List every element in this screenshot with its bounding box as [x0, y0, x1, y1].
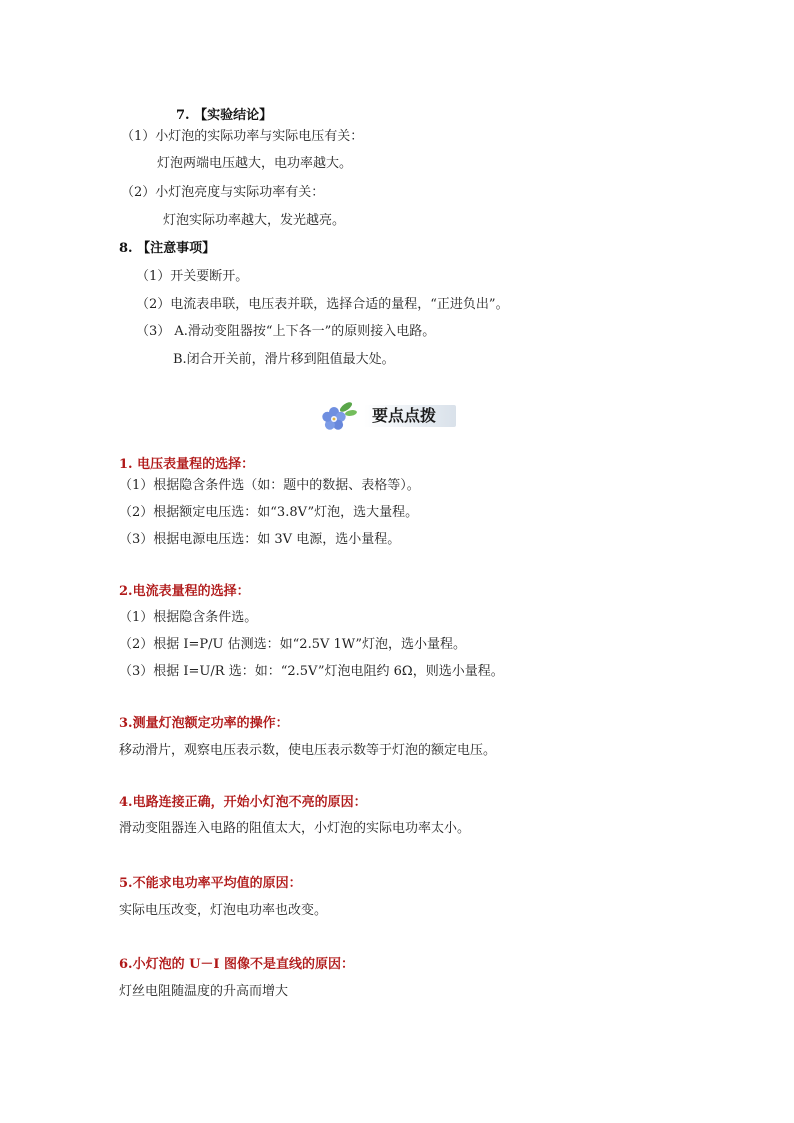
- section8-item2: （2）电流表串联，电压表并联，选择合适的量程，“正进负出”。: [136, 297, 509, 312]
- banner-title: 要点点拨: [372, 406, 437, 425]
- point2-title: 2.电流表量程的选择：: [119, 584, 250, 599]
- point2-line1: （1）根据隐含条件选。: [119, 610, 258, 625]
- point1-line3: （3）根据电源电压选：如 3V 电源，选小量程。: [119, 532, 401, 547]
- section8-item3-b: B.闭合开关前，滑片移到阻值最大处。: [173, 352, 395, 367]
- point6-line1: 灯丝电阻随温度的升高而增大: [119, 984, 289, 999]
- point3-line1: 移动滑片，观察电压表示数，使电压表示数等于灯泡的额定电压。: [119, 743, 497, 758]
- point3-title: 3.测量灯泡额定功率的操作：: [119, 716, 289, 731]
- point4-line1: 滑动变阻器连入电路的阻值太大，小灯泡的实际电功率太小。: [119, 821, 471, 836]
- section7-item2: （2）小灯泡亮度与实际功率有关：: [121, 185, 325, 200]
- point5-title: 5.不能求电功率平均值的原因：: [119, 876, 302, 891]
- point1-line2: （2）根据额定电压选：如“3.8V”灯泡，选大量程。: [119, 505, 419, 520]
- section7-item1-detail: 灯泡两端电压越大，电功率越大。: [157, 156, 353, 171]
- section8-heading: 8. 【注意事项】: [119, 241, 216, 256]
- point2-line2: （2）根据 I=P/U 估测选：如“2.5V 1W”灯泡，选小量程。: [119, 637, 467, 652]
- section7-item1: （1）小灯泡的实际功率与实际电压有关：: [121, 129, 364, 144]
- section7-heading: 7. 【实验结论】: [176, 108, 273, 123]
- point1-title: 1. 电压表量程的选择：: [119, 457, 255, 472]
- section7-item2-detail: 灯泡实际功率越大，发光越亮。: [163, 213, 346, 228]
- point5-line1: 实际电压改变，灯泡电功率也改变。: [119, 903, 328, 918]
- point1-line1: （1）根据隐含条件选（如：题中的数据、表格等）。: [119, 478, 420, 493]
- point6-title: 6.小灯泡的 U－I 图像不是直线的原因：: [119, 957, 355, 972]
- point2-line3: （3）根据 I=U/R 选：如：“2.5V”灯泡电阻约 6Ω，则选小量程。: [119, 664, 504, 679]
- flower-icon: [320, 398, 360, 434]
- section-banner: [320, 398, 460, 434]
- point4-title: 4.电路连接正确，开始小灯泡不亮的原因：: [119, 795, 367, 810]
- section8-item1: （1）开关要断开。: [136, 269, 249, 284]
- section8-item3: （3） A.滑动变阻器按“上下各一”的原则接入电路。: [136, 324, 436, 339]
